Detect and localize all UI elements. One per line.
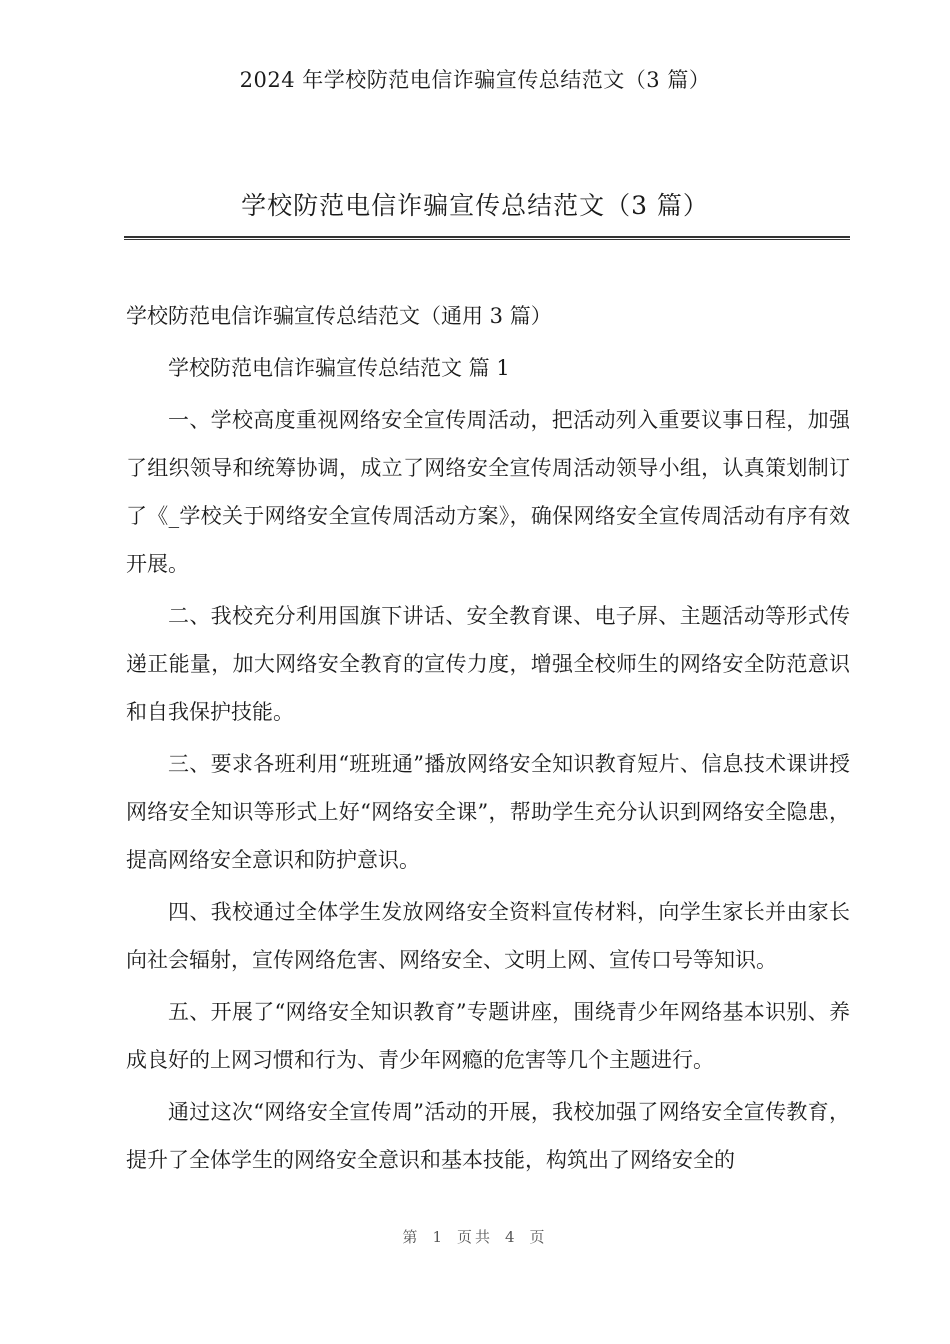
document-subtitle: 学校防范电信诈骗宣传总结范文（通用 3 篇） (126, 304, 552, 328)
page-label-prefix: 第 (402, 1228, 421, 1246)
page-header: 2024 年学校防范电信诈骗宣传总结范文（3 篇） (239, 68, 711, 92)
paragraph: 通过这次“网络安全宣传周”活动的开展，我校加强了网络安全宣传教育，提升了全体学生的网络安全意识和基本技能，构筑出了网络安全的 (126, 1100, 850, 1172)
page-footer (0, 1226, 950, 1247)
page-label-middle: 页共 (456, 1228, 493, 1246)
paragraph: 四、我校通过全体学生发放网络安全资料宣传材料，向学生家长并由家长向社会辐射，宣传网络危害、网络安全、文明上网、宣传口号等知识。 (126, 900, 850, 972)
page-total: 4 (505, 1228, 518, 1246)
section-heading: 学校防范电信诈骗宣传总结范文 篇 1 (168, 356, 510, 380)
title-divider (124, 236, 850, 240)
paragraph: 一、学校高度重视网络安全宣传周活动，把活动列入重要议事日程，加强了组织领导和统筹协调，成立了网络安全宣传周活动领导小组，认真策划制订了《_学校关于网络安全宣传周活动方案》，确保网络安全宣传周活动有序有效开展。 (126, 408, 850, 576)
paragraph: 二、我校充分利用国旗下讲话、安全教育课、电子屏、主题活动等形式传递正能量，加大网络安全教育的宣传力度，增强全校师生的网络安全防范意识和自我保护技能。 (126, 604, 850, 724)
page-number: 1 (432, 1228, 445, 1246)
document-title: 学校防范电信诈骗宣传总结范文（3 篇） (241, 191, 709, 220)
paragraph: 五、开展了“网络安全知识教育”专题讲座，围绕青少年网络基本识别、养成良好的上网习惯和行为、青少年网瘾的危害等几个主题进行。 (126, 1000, 850, 1072)
document-body (126, 292, 850, 1188)
page-label-suffix: 页 (529, 1228, 548, 1246)
paragraph: 三、要求各班利用“班班通”播放网络安全知识教育短片、信息技术课讲授网络安全知识等形式上好“网络安全课”，帮助学生充分认识到网络安全隐患，提高网络安全意识和防护意识。 (126, 752, 850, 872)
